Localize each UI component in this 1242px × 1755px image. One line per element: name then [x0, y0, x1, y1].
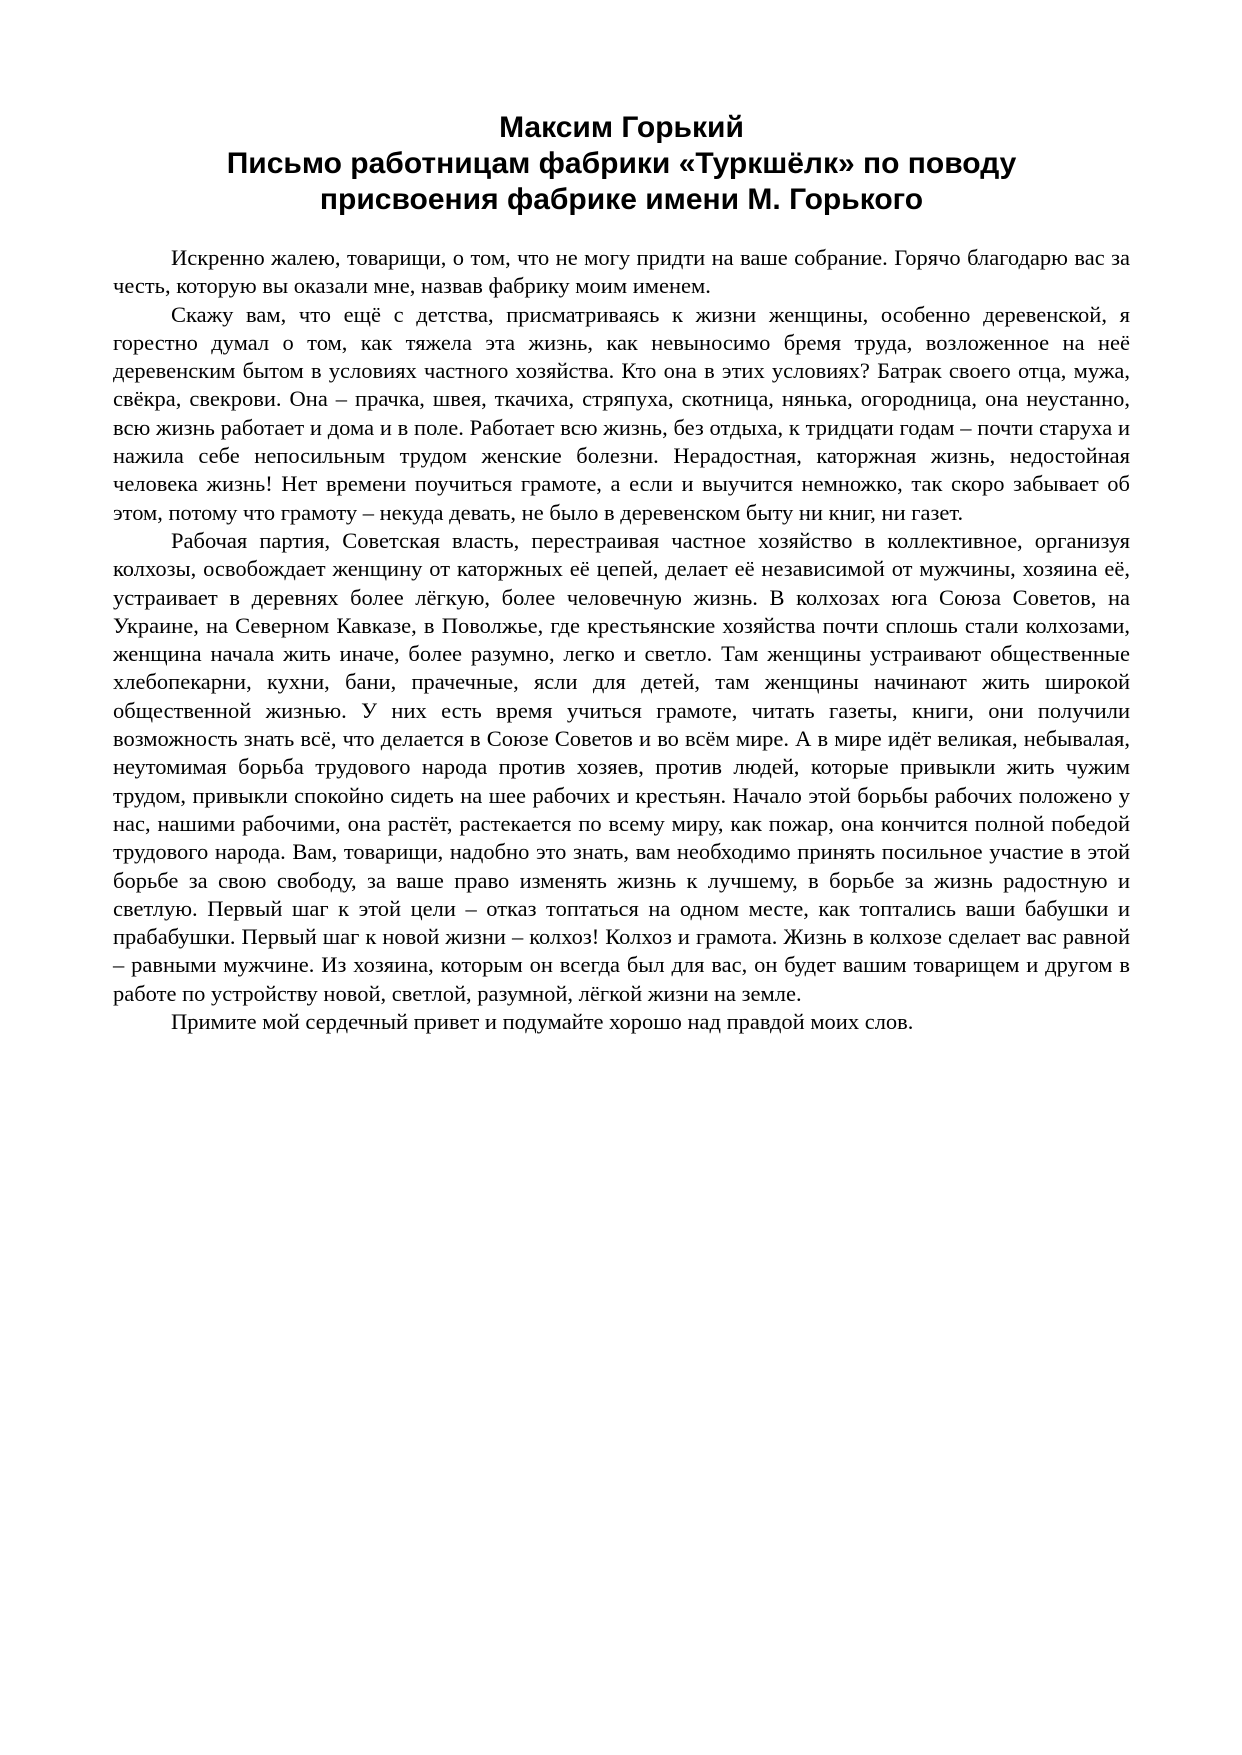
author-name: Максим Горький — [499, 111, 744, 144]
document-title — [113, 110, 1130, 218]
document-page — [113, 110, 1130, 1036]
paragraph-4: Примите мой сердечный привет и подумайте хорошо над правдой моих слов. — [171, 1009, 914, 1035]
paragraph-2: Скажу вам, что ещё с детства, присматриваясь к жизни женщины, особенно деревенской, я горестно думал о том, как тяжела эта жизнь, как невыносимо бремя труда, возложенное на неё деревенским бытом в условиях частного хозяйства. Кто она в этих условиях? Батрак своего отца, мужа, свёкра, свекрови. Она – прачка, швея, ткачиха, стряпуха, скотница, нянька, огородница, она неустанно, всю жизнь работает и дома и в поле. Работает всю жизнь, без отдыха, к тридцати годам – почти старуха и нажила себе непосильным трудом женские болезни. Нерадостная, каторжная жизнь, недостойная человека жизнь! Нет времени поучиться грамоте, а если и выучится немножко, так скоро забывает об этом, потому что грамоту – некуда девать, не было в деревенском быту ни книг, ни газет. — [113, 301, 1130, 525]
title-line-1: Письмо работницам фабрики «Туркшёлк» по поводу — [226, 147, 1017, 180]
paragraph-3: Рабочая партия, Советская власть, перестраивая частное хозяйство в коллективное, организуя колхозы, освобождает женщину от каторжных её цепей, делает её независимой от мужчины, хозяина её, устраивает в деревнях более лёгкую, более человечную жизнь. В колхозах юга Союза Советов, на Украине, на Северном Кавказе, в Поволжье, где крестьянские хозяйства почти сплошь стали колхозами, женщина начала жить иначе, более разумно, легко и светло. Там женщины устраивают общественные хлебопекарни, кухни, бани, прачечные, ясли для детей, там женщины начинают жить широкой общественной жизнью. У них есть время учиться грамоте, читать газеты, книги, они получили возможность знать всё, что делается в Союзе Советов и во всём мире. А в мире идёт великая, небывалая, неутомимая борьба трудового народа против хозяев, против людей, которые привыкли жить чужим трудом, привыкли спокойно сидеть на шее рабочих и крестьян. Начало этой борьбы рабочих положено у нас, нашими рабочими, она растёт, растекается по всему миру, как пожар, она кончится полной победой трудового народа. Вам, товарищи, надобно это знать, вам необходимо принять посильное участие в этой борьбе за свою свободу, за ваше право изменять жизнь к лучшему, в борьбе за жизнь радостную и светлую. Первый шаг к этой цели – отказ топтаться на одном месте, как топтались ваши бабушки и прабабушки. Первый шаг к новой жизни – колхоз! Колхоз и грамота. Жизнь в колхозе сделает вас равной – равными мужчине. Из хозяина, которым он всегда был для вас, он будет вашим товарищем и другом в работе по устройству новой, светлой, разумной, лёгкой жизни на земле. — [113, 527, 1130, 1006]
letter-body — [113, 244, 1130, 1036]
title-line-2: присвоения фабрике имени М. Горького — [319, 183, 924, 216]
paragraph-1: Искренно жалею, товарищи, о том, что не могу придти на ваше собрание. Горячо благодарю вас за честь, которую вы оказали мне, назвав фабрику моим именем. — [113, 245, 1130, 299]
